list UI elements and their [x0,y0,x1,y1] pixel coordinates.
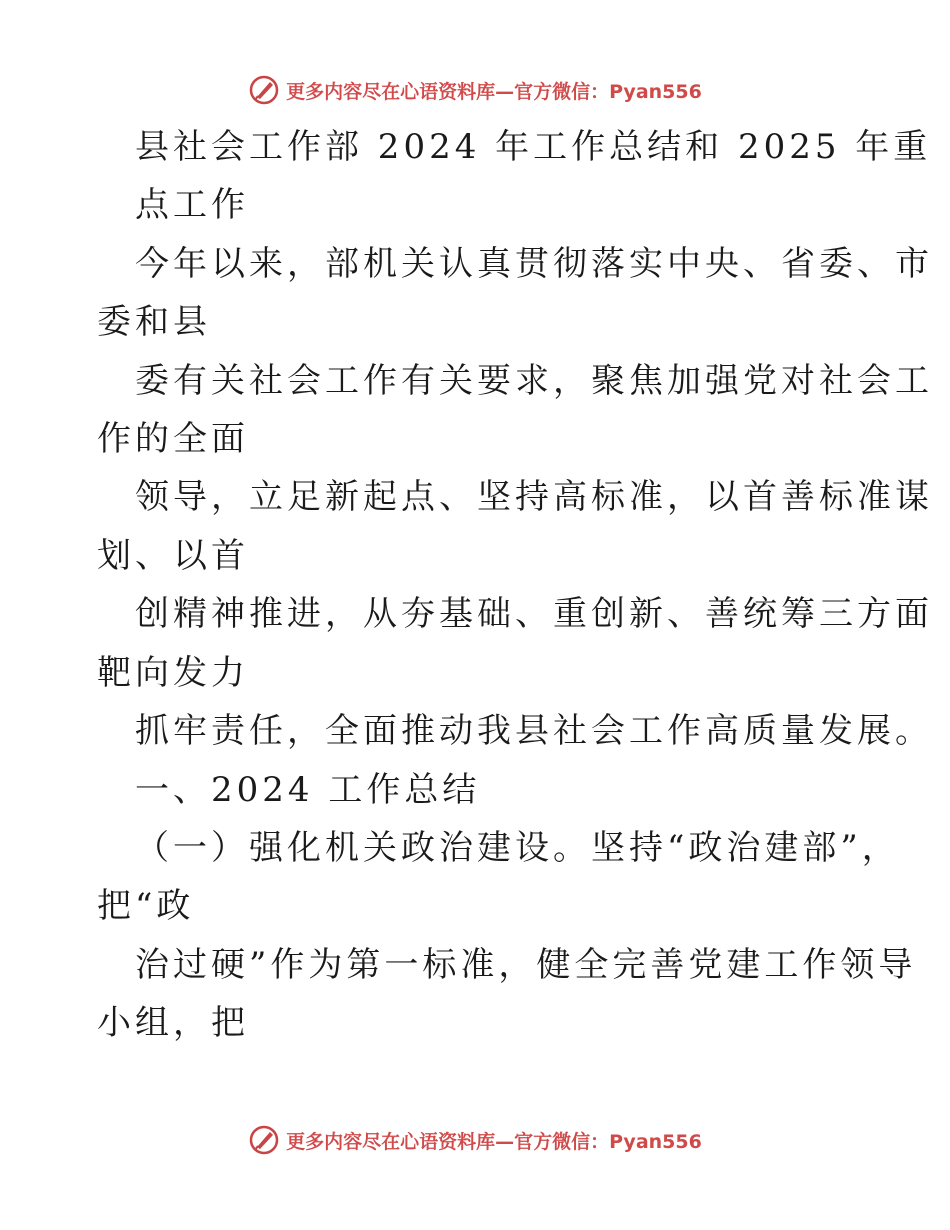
doc-title-line-2: 点工作 [135,185,249,225]
paragraph-line: 作的全面 [97,419,249,459]
paragraph-line: 委有关社会工作有关要求，聚焦加强党对社会工 [135,361,933,401]
paragraph-line: 把“政 [97,886,195,926]
paragraph-line: 抓牢责任，全面推动我县社会工作高质量发展。 [135,711,933,751]
quill-circle-icon [248,74,280,106]
paragraph-line: 委和县 [97,302,211,342]
watermark-text: 更多内容尽在心语资料库—官方微信：Pyan556 [286,80,702,103]
footer-watermark [0,1120,950,1160]
paragraph-line: （一）强化机关政治建设。坚持“政治建部”， [135,828,900,868]
section-heading: 一、2024 工作总结 [135,770,481,810]
doc-title-line-1: 县社会工作部 2024 年工作总结和 2025 年重 [135,127,932,167]
paragraph-line: 划、以首 [97,536,249,576]
paragraph-line: 靶向发力 [97,653,249,693]
header-watermark [0,70,950,110]
quill-circle-icon [248,1124,280,1156]
watermark-text: 更多内容尽在心语资料库—官方微信：Pyan556 [286,1130,702,1153]
paragraph-line: 领导，立足新起点、坚持高标准，以首善标准谋 [135,477,933,517]
paragraph-line: 今年以来，部机关认真贯彻落实中央、省委、市 [135,244,933,284]
paragraph-line: 治过硬”作为第一标准，健全完善党建工作领导 [135,945,917,985]
paragraph-line: 小组，把 [97,1003,249,1043]
paragraph-line: 创精神推进，从夯基础、重创新、善统筹三方面 [135,594,933,634]
